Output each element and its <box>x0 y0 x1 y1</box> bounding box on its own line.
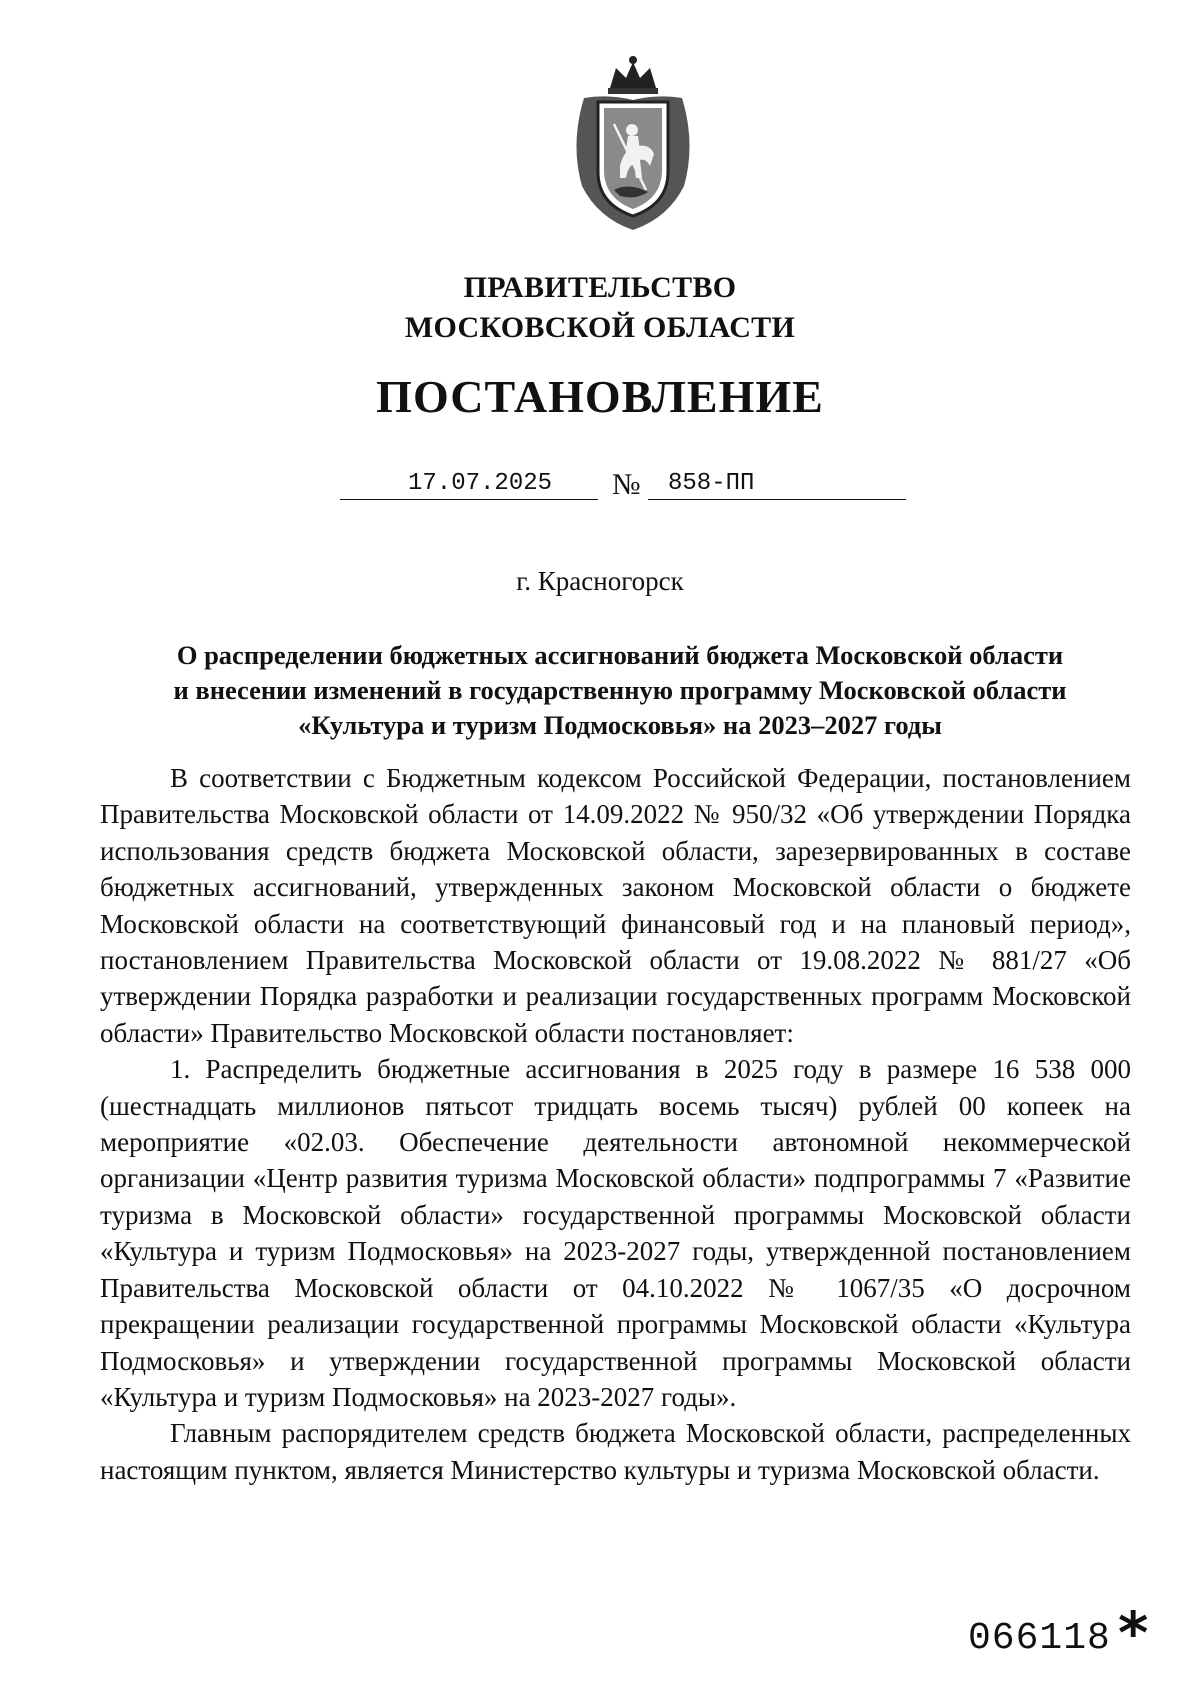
decree-body <box>100 760 1131 1488</box>
document-type: ПОСТАНОВЛЕНИЕ <box>376 371 824 422</box>
serial-number: 066118 <box>968 1617 1111 1660</box>
decree-title <box>100 638 1140 743</box>
number-sign: № <box>612 468 641 501</box>
clause-1-paragraph: 1. Распределить бюджетные ассигнования в 2025 году в размере 16 538 000 (шестнадцать миллионов пятьсот тридцать восемь тысяч) рублей 00 копеек на мероприятие «02.03. Обеспечение деятельности автономной некоммерческой организации «Центр развития туризма Московской области» подпрограммы 7 «Развитие туризма в Московской области» государственной программы Московской области «Культура и туризм Подмосковья» на 2023-2027 годы, утвержденной постановлением Правительства Московской области от 04.10.2022 № 1067/35 «О досрочном прекращении реализации государственной программы Московской области «Культура Подмосковья» и утверждении государственной программы Московской области «Культура и туризм Подмосковья» на 2023-2027 годы». <box>100 1054 1131 1412</box>
date-underline <box>340 499 598 500</box>
title-line3: «Культура и туризм Подмосковья» на 2023–2027 годы <box>298 710 942 740</box>
date-number-row <box>0 464 1200 504</box>
asterisk-mark: * <box>1118 1599 1149 1667</box>
government-name-line1: ПРАВИТЕЛЬСТВО <box>463 271 737 304</box>
clause-1-manager-paragraph: Главным распорядителем средств бюджета Московской области, распределенных настоящим пунктом, является Министерство культуры и туризма Московской области. <box>100 1418 1131 1485</box>
preamble-paragraph: В соответствии с Бюджетным кодексом Российской Федерации, постановлением Правительства Московской области от 14.09.2022 № 950/32 «Об утверждении Порядка использования средств бюджета Московской области, зарезервированных в составе бюджетных ассигнований, утвержденных законом Московской области о бюджете Московской области на соответствующий финансовый год и на плановый период», постановлением Правительства Московской области от 19.08.2022 № 881/27 «Об утверждении Порядка разработки и реализации государственных программ Московской области» Правительство Московской области постановляет: <box>100 763 1131 1048</box>
title-line2: и внесении изменений в государственную программу Московской области <box>173 675 1067 705</box>
decree-date: 17.07.2025 <box>408 470 553 497</box>
city-name: г. Красногорск <box>516 566 684 596</box>
decree-number: 858-ПП <box>668 470 755 497</box>
government-name-line2: МОСКОВСКОЙ ОБЛАСТИ <box>404 311 796 344</box>
coat-of-arms-emblem <box>558 54 708 232</box>
number-underline <box>648 499 906 500</box>
title-line1: О распределении бюджетных ассигнований бюджета Московской области <box>176 640 1064 670</box>
government-name <box>0 268 1200 348</box>
